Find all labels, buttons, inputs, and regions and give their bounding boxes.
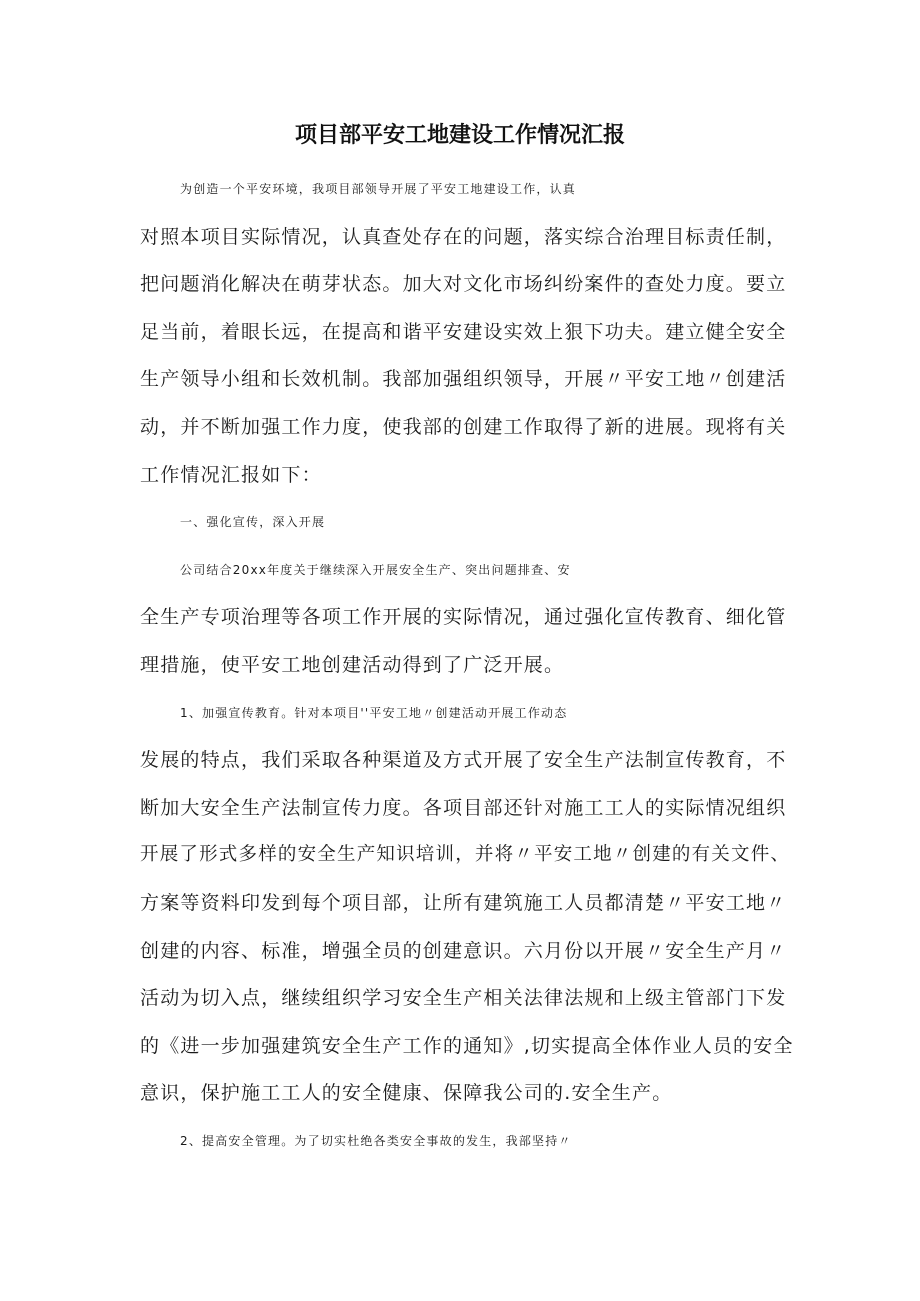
body-line: 活动为切入点，继续组织学习安全生产相关法律法规和上级主管部门下发 <box>140 987 787 1009</box>
body-line: 对照本项目实际情况，认真查处存在的问题，落实综合治理目标责任制， <box>140 226 787 248</box>
body-line: 公司结合20xx年度关于继续深入开展安全生产、突出问题排查、安 <box>180 563 571 577</box>
body-line: 为创造一个平安环境，我项目部领导开展了平安工地建设工作，认真 <box>180 182 577 196</box>
body-line: 方案等资料印发到每个项目部，让所有建筑施工人员都清楚〃平安工地〃 <box>140 892 787 914</box>
body-line: 1、加强宣传教育。针对本项目''平安工地〃创建活动开展工作动态 <box>180 706 568 720</box>
body-line: 2、提高安全管理。为了切实杜绝各类安全事故的发生，我部坚持〃 <box>180 1134 572 1148</box>
body-line: 一、强化宣传，深入开展 <box>180 515 326 529</box>
body-line: 动，并不断加强工作力度，使我部的创建工作取得了新的进展。现将有关 <box>140 416 787 438</box>
body-line: 开展了形式多样的安全生产知识培训，并将〃平安工地〃创建的有关文件、 <box>140 844 791 865</box>
body-line: 生产领导小组和长效机制。我部加强组织领导，开展〃平安工地〃创建活 <box>140 368 787 390</box>
body-line: 意识，保护施工工人的安全健康、保障我公司的.安全生产。 <box>140 1082 673 1104</box>
body-line: 工作情况汇报如下： <box>140 464 322 486</box>
body-line: 全生产专项治理等各项工作开展的实际情况，通过强化宣传教育、细化管 <box>140 606 787 628</box>
body-line: 的《进一步加强建筑安全生产工作的通知》,切实提高全体作业人员的安全 <box>140 1035 794 1057</box>
body-line: 发展的特点，我们采取各种渠道及方式开展了安全生产法制宣传教育，不 <box>140 749 787 771</box>
body-line: 理措施，使平安工地创建活动得到了广泛开展。 <box>140 654 565 676</box>
body-line: 创建的内容、标准，增强全员的创建意识。六月份以开展〃安全生产月〃 <box>140 940 787 962</box>
document-title: 项目部平安工地建设工作情况汇报 <box>294 123 625 148</box>
body-line: 把问题消化解决在萌芽状态。加大对文化市场纠纷案件的查处力度。要立 <box>140 273 787 295</box>
body-line: 足当前，着眼长远，在提高和谐平安建设实效上狠下功夫。建立健全安全 <box>140 321 787 343</box>
body-line: 断加大安全生产法制宣传力度。各项目部还针对施工工人的实际情况组织 <box>140 797 787 819</box>
